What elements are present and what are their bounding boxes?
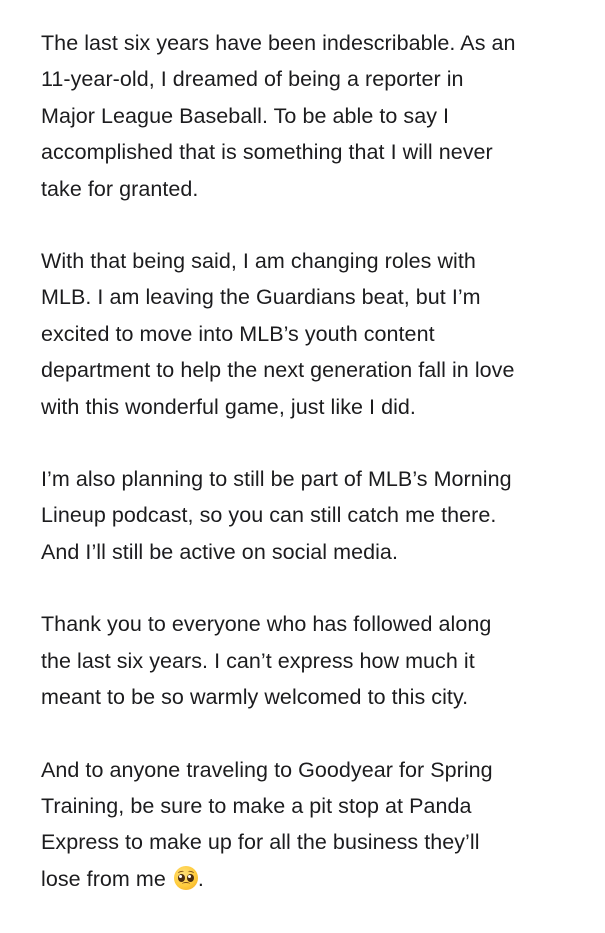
paragraph-5 [41, 752, 581, 898]
text-line: I’m also planning to still be part of MLB’s Morning [41, 467, 512, 492]
text-line: take for granted. [41, 176, 199, 201]
text-line: And to anyone traveling to Goodyear for Spring [41, 757, 493, 782]
paragraph-1 [41, 25, 581, 207]
text-line: excited to move into MLB’s youth content [41, 321, 435, 346]
text-line: with this wonderful game, just like I did. [41, 394, 416, 419]
text-line: accomplished that is something that I will never [41, 140, 493, 165]
text-line: Training, be sure to make a pit stop at Panda [41, 793, 472, 818]
text-line: Major League Baseball. To be able to say I [41, 103, 450, 128]
text-line-last [41, 861, 581, 897]
text-line: With that being said, I am changing roles with [41, 249, 476, 274]
text-line: And I’ll still be active on social media. [41, 539, 398, 564]
text-line: The last six years have been indescribable. As an [41, 31, 516, 55]
text-line: the last six years. I can’t express how much it [41, 648, 475, 673]
text-fragment: lose from me [41, 866, 166, 891]
text-line: Lineup podcast, so you can still catch me there. [41, 503, 497, 528]
pleading-face-icon [174, 866, 198, 890]
note-body [41, 25, 581, 933]
trailing-punctuation: . [197, 866, 204, 891]
text-line: MLB. I am leaving the Guardians beat, but I’m [41, 285, 481, 310]
text-line: Thank you to everyone who has followed along [41, 612, 492, 637]
paragraph-3 [41, 461, 581, 570]
text-line: Express to make up for all the business they’ll [41, 830, 480, 855]
text-line: department to help the next generation fall in love [41, 358, 515, 383]
text-line: meant to be so warmly welcomed to this city. [41, 685, 469, 710]
paragraph-2 [41, 243, 581, 425]
paragraph-4 [41, 606, 581, 715]
text-line: 11-year-old, I dreamed of being a reporter in [41, 67, 464, 92]
